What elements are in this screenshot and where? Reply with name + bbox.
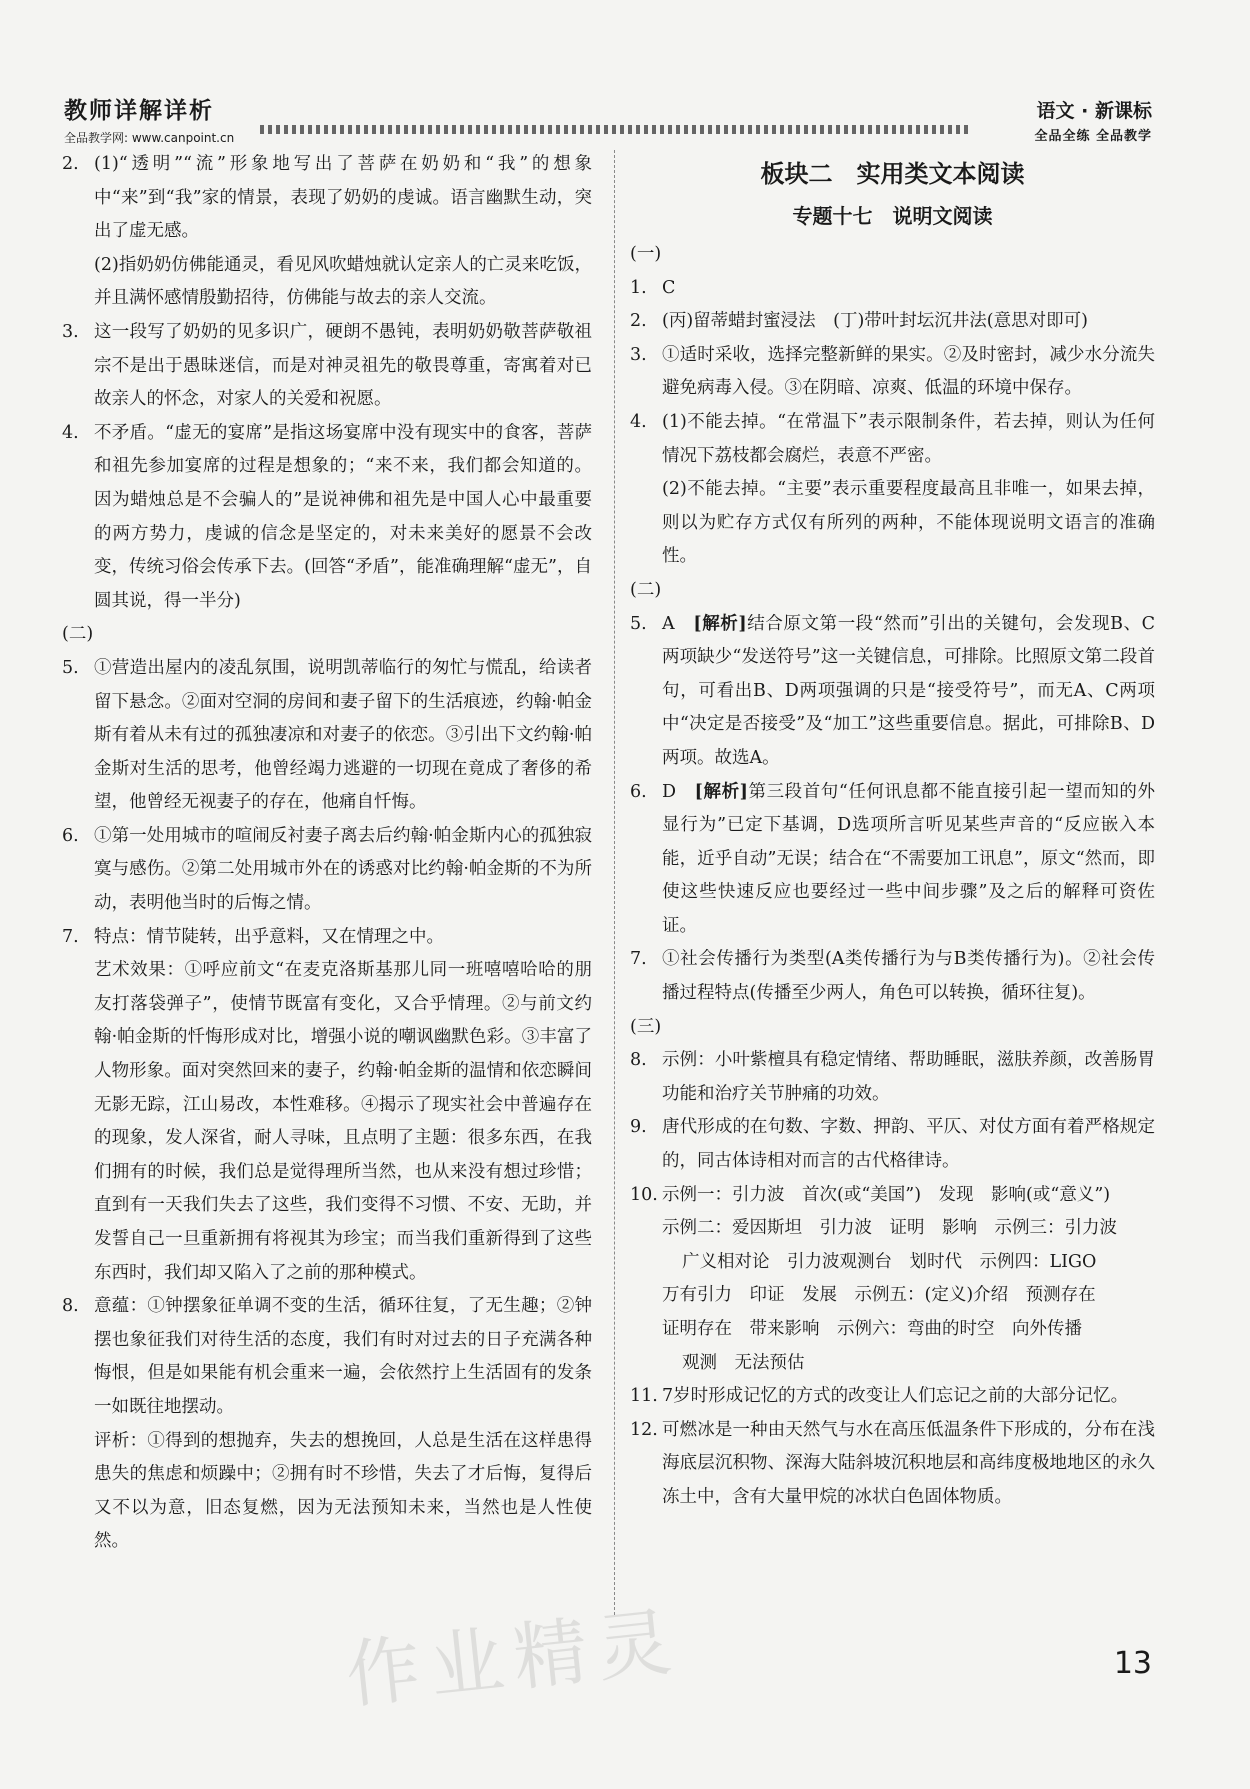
answer-subpart: 艺术效果：①呼应前文“在麦克洛斯基那儿同一班嘻嘻哈哈的朋友打落袋弹子”，使情节既富有变化，又合乎情理。②与前文约翰·帕金斯的忏悔形成对比，增强小说的嘲讽幽默色彩。③丰富了人物形象。面对突然回来的妻子，约翰·帕金斯的温情和依恋瞬间无影无踪，江山易改，本性难移。④揭示了现实社会中普遍存在的现象，发人深省，耐人寻味，且点明了主题：很多东西，在我们拥有的时候，我们总是觉得理所当然，也从来没有想过珍惜；直到有一天我们失去了这些，我们变得不习惯、不安、无助，并发誓自己一旦重新拥有将视其为珍宝；而当我们重新得到了这些东西时，我们却又陷入了之前的那种模式。 <box>94 960 592 1283</box>
answer-line: 证明存在 带来影响 示例六：弯曲的时空 向外传播 <box>662 1319 1082 1339</box>
answer-item: 2. (丙)留蒂蜡封蜜浸法 (丁)带叶封坛沉井法(意思对即可) <box>630 311 1088 332</box>
answer-item: 12. 可燃冰是一种由天然气与水在高压低温条件下形成的，分布在浅海底层沉积物、深海大陆斜坡沉积地层和高纬度极地地区的永久冻土中，含有大量甲烷的冰状白色固体物质。 <box>630 1419 1155 1507</box>
header-rule <box>260 125 970 134</box>
answer-item: 1. C <box>630 277 676 298</box>
answer-subpart: (2)不能去掉。“主要”表示重要程度最高且非唯一，如果去掉，则以为贮存方式仅有所列的两种，不能体现说明文语言的准确性。 <box>662 479 1155 567</box>
analysis-tag: [解析] <box>693 613 747 634</box>
answer-letter: A <box>662 613 675 634</box>
answer-subpart: (2)指奶奶仿佛能通灵，看见风吹蜡烛就认定亲人的亡灵来吃饭，并且满怀感情殷勤招待，仿佛能与故去的亲人交流。 <box>94 254 592 309</box>
analysis-tag: [解析] <box>694 781 748 802</box>
answer-line: 示例二：爱因斯坦 引力波 证明 影响 示例三：引力波 <box>662 1218 1117 1239</box>
column-divider <box>614 150 615 1615</box>
header-brand: 全品全练 全品教学 <box>1034 129 1152 144</box>
answer-item: 4. 不矛盾。“虚无的宴席”是指这场宴席中没有现实中的食客，菩萨和祖先参加宴席的过程是想象的；“来不来，我们都会知道的。因为蜡烛总是不会骗人的”是说神佛和祖先是中国人心中最重要的两方势力，虔诚的信念是坚定的，对未来美好的愿景不会改变，传统习俗会传承下去。(回答“矛盾”，能准确理解“虚无”，自圆其说，得一半分) <box>62 422 592 611</box>
answer-item: 7. 特点：情节陡转，出乎意料，又在情理之中。 <box>62 926 444 947</box>
answer-letter: D <box>662 781 677 802</box>
page-header-left <box>64 92 234 146</box>
answer-item: 9. 唐代形成的在句数、字数、押韵、平仄、对仗方面有着严格规定的，同古体诗相对而言的古代格律诗。 <box>630 1117 1155 1172</box>
answer-subpart: 评析：①得到的想抛弃，失去的想挽回，人总是生活在这样患得患失的焦虑和烦躁中；②拥有时不珍惜，失去了才后悔，复得后又不以为意，旧态复燃，因为无法预知未来，当然也是人性使然。 <box>94 1430 592 1552</box>
answer-item: 3. 这一段写了奶奶的见多识广，硬朗不愚钝，表明奶奶敬菩萨敬祖宗不是出于愚昧迷信，而是对神灵祖先的敬畏尊重，寄寓着对已故亲人的怀念，对家人的关爱和祝愿。 <box>62 321 592 410</box>
topic-title: 专题十七 说明文阅读 <box>792 204 993 228</box>
answer-item: 8. 意蕴：①钟摆象征单调不变的生活，循环往复，了无生趣；②钟摆也象征我们对待生活的态度，我们有时对过去的日子充满各种悔恨，但是如果能有机会重来一遍，会依然拧上生活固有的发条一如既往地摆动。 <box>62 1296 592 1417</box>
answer-item: 2. (1)“透明”“流”形象地写出了菩萨在奶奶和“我”的想象中“来”到“我”家的情景，表现了奶奶的虔诚。语言幽默生动，突出了虚无感。 <box>62 154 592 242</box>
header-title: 教师详解详析 <box>64 98 214 124</box>
block-title: 板块二 实用类文本阅读 <box>760 160 1025 188</box>
section-marker: (二) <box>630 579 662 600</box>
answer-line: 广义相对论 引力波观测台 划时代 示例四：LIGO <box>682 1251 1097 1272</box>
section-marker: (二) <box>62 624 94 645</box>
answer-item: 5. A [解析]结合原文第一段“然而”引出的关键句，会发现B、C两项缺少“发送符号”这一关键信息，可排除。比照原文第二段首句，可看出B、D两项强调的只是“接受符号”，而无A、C两项中“决定是否接受”及“加工”这些重要信息。据此，可排除B、D两项。故选A。 <box>630 613 1155 768</box>
answer-line: 观测 无法预估 <box>682 1352 805 1373</box>
header-site: 全品教学网: www.canpoint.cn <box>64 131 235 145</box>
page-header-right <box>1034 96 1152 144</box>
left-column <box>62 148 592 1559</box>
answer-item: 3. ①适时采收，选择完整新鲜的果实。②及时密封，减少水分流失避免病毒入侵。③在阴暗、凉爽、低温的环境中保存。 <box>630 344 1155 399</box>
answer-item: 11. 7岁时形成记忆的方式的改变让人们忘记之前的大部分记忆。 <box>630 1386 1129 1407</box>
answer-item: 7. ①社会传播行为类型(A类传播行为与B类传播行为)。②社会传播过程特点(传播至少两人，角色可以转换，循环往复)。 <box>630 949 1155 1004</box>
answer-item: 8. 示例：小叶紫檀具有稳定情绪、帮助睡眠，滋肤养颜，改善肠胃功能和治疗关节肿痛的功效。 <box>630 1050 1155 1104</box>
answer-item: 6. D [解析]第三段首句“任何讯息都不能直接引起一望而知的外显行为”已定下基调，D选项所言听见某些声音的“反应嵌入本能，近乎自动”无误；结合在“不需要加工讯息”，原文“然而，即使这些快速反应也要经过一些中间步骤”及之后的解释可资佐证。 <box>630 781 1156 936</box>
answer-item: 5. ①营造出屋内的凌乱氛围，说明凯蒂临行的匆忙与慌乱，给读者留下悬念。②面对空洞的房间和妻子留下的生活痕迹，约翰·帕金斯有着从未有过的孤独凄凉和对妻子的依恋。③引出下文约翰·帕金斯对生活的思考，他曾经竭力逃避的一切现在竟成了奢侈的希望，他曾经无视妻子的存在，他痛自忏悔。 <box>62 657 592 813</box>
section-marker: (一) <box>630 244 662 264</box>
right-column <box>630 148 1155 1515</box>
answer-item: 6. ①第一处用城市的喧闹反衬妻子离去后约翰·帕金斯内心的孤独寂寞与感伤。②第二处用城市外在的诱惑对比约翰·帕金斯的不为所动，表明他当时的后悔之情。 <box>62 825 592 914</box>
header-subject: 语文 · 新课标 <box>1036 100 1152 122</box>
watermark-text: 作业精灵 <box>342 1598 686 1720</box>
answer-item: 10. 示例一：引力波 首次(或“美国”) 发现 影响(或“意义”) <box>630 1184 1111 1205</box>
page-number: 13 <box>1113 1646 1152 1681</box>
answer-item: 4. (1)不能去掉。“在常温下”表示限制条件，若去掉，则认为任何情况下荔枝都会腐烂，表意不严密。 <box>630 411 1155 466</box>
section-marker: (三) <box>630 1016 662 1037</box>
answer-line: 万有引力 印证 发展 示例五：(定义)介绍 预测存在 <box>662 1285 1096 1306</box>
